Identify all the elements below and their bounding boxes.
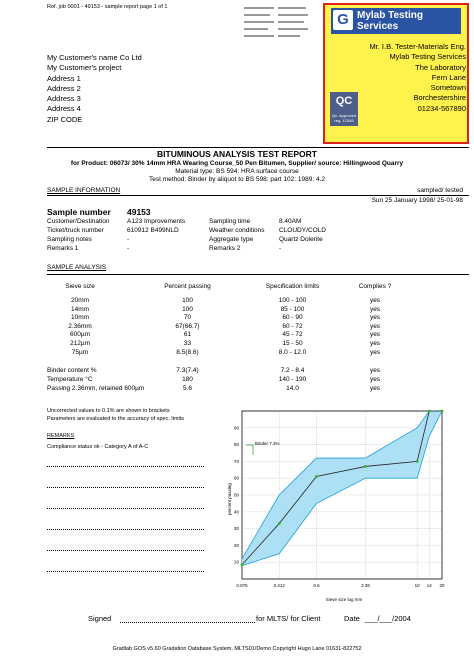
info-label: Customer/Destination [47, 218, 110, 225]
info-label: Weather conditions [209, 227, 265, 234]
sample-number-label: Sample number [47, 207, 111, 217]
col-header-sieve: Sieve size [65, 283, 95, 290]
sieve-size: 2.36mm [68, 322, 92, 330]
info-label: Sampling time [209, 218, 251, 225]
info-value: - [127, 245, 130, 252]
y-axis-label: percent passing [227, 483, 232, 515]
x-tick-label: 2.36 [361, 583, 370, 588]
y-tick-label: 30 [233, 526, 239, 532]
table-note: Parameters are evaluated to the accuracy of spec. limits [47, 416, 184, 422]
spec-limits: 100 - 100 [278, 297, 307, 304]
col-header-passing: Percent passing [164, 283, 211, 290]
extra-value: 180 [182, 375, 193, 383]
lab-line: Fern Lane [431, 72, 466, 82]
complies: yes [369, 331, 381, 339]
y-tick-label: 20 [233, 542, 239, 548]
for-label: for MLTS/ for Client [256, 614, 321, 623]
lab-stamp-graphic [240, 5, 312, 43]
remarks-line [47, 571, 204, 572]
method-line: Test method: Binder by aliquot to BS 598: part 102: 1989: 4.2 [149, 176, 325, 183]
extra-complies: yes [369, 384, 381, 392]
footer-text: Gradlab GOS v5.60 Gradation Database System. MLTS01/Demo Copyright Hugo Lane 01631-822752 [112, 646, 362, 652]
extra-label: Temperature °C [47, 375, 93, 383]
remarks-text: Compliance status ok - Category A of A-C [47, 444, 149, 450]
binder-label: Binder 7.3% [255, 441, 280, 446]
lab-line: Borchestershire [413, 93, 466, 103]
percent-passing: 100 [182, 297, 193, 304]
lab-phone: 01234-567890 [417, 103, 466, 113]
sieve-size: 20mm [70, 297, 90, 304]
remarks-line [47, 508, 204, 509]
sampled-label: sampled/ tested [417, 187, 463, 194]
y-tick-label: 10 [233, 559, 239, 565]
complies: yes [369, 314, 381, 322]
y-tick-label: 60 [233, 475, 239, 481]
lab-line: The Laboratory [415, 62, 466, 72]
sieve-size: 600µm [69, 331, 90, 339]
qc-approved-badge [330, 92, 358, 126]
percent-passing: 100 [182, 305, 193, 313]
info-value: 8.40AM [279, 218, 302, 225]
divider [47, 274, 469, 275]
divider [47, 147, 469, 148]
sample-number-value: 49153 [127, 207, 151, 217]
reference-line: Ref. job 0001 - 49153 - sample report page 1 of 1 [47, 4, 168, 10]
grading-chart [220, 405, 450, 605]
grading-point [428, 410, 431, 413]
sieve-size: 14mm [70, 305, 90, 313]
remarks-heading: REMARKS [47, 433, 75, 439]
spec-limits: 45 - 72 [282, 331, 303, 339]
percent-passing: 33 [183, 340, 192, 347]
info-value: - [127, 236, 130, 243]
customer-address [47, 53, 142, 125]
percent-passing: 70 [183, 314, 192, 322]
signed-label: Signed [88, 614, 112, 623]
info-value: - [279, 245, 282, 252]
remarks-line [47, 487, 204, 488]
extra-spec: 140 - 190 [278, 375, 307, 383]
sampled-dates: Sun 25 January 1998/ 25-01-98 [371, 197, 463, 204]
info-label: Remarks 2 [209, 245, 241, 252]
lab-line: Mr. I.B. Tester-Materials Eng. [369, 42, 466, 51]
info-value: Quartz Dolerite [279, 236, 323, 243]
info-value: CLOUDY/COLD [279, 227, 326, 234]
lab-logo [331, 8, 461, 34]
extra-value: 5.6 [182, 384, 193, 392]
complies: yes [369, 297, 381, 304]
info-label: Remarks 1 [47, 245, 79, 252]
sieve-size: 10mm [70, 314, 90, 322]
info-label: Sampling notes [47, 236, 92, 243]
x-tick-label: 14 [426, 583, 432, 588]
remarks-line [47, 550, 204, 551]
lab-line: Sometown [430, 83, 466, 93]
grading-point [315, 475, 318, 478]
info-label: Ticket/truck number [47, 227, 104, 234]
extra-spec: 7.2 - 8.4 [280, 367, 305, 374]
extra-complies: yes [369, 375, 381, 383]
x-tick-label: 0.075 [236, 583, 248, 588]
y-axis [234, 425, 240, 564]
grading-point [278, 522, 281, 525]
grading-point [441, 410, 444, 413]
lab-logo-icon: G [333, 10, 353, 30]
address-line: ZIP CODE [47, 114, 83, 124]
extra-value: 7.3(7.4) [176, 367, 199, 374]
qc-badge-text: QC [335, 95, 353, 107]
info-value: 610912 B499NLD [127, 227, 179, 234]
extra-label: Passing 2.36mm, retained 600µm [47, 384, 145, 392]
spec-limits: 60 - 72 [282, 322, 303, 330]
complies: yes [369, 305, 381, 313]
date-value[interactable]: ___/___/2004 [365, 614, 411, 623]
extra-spec: 14.0 [286, 384, 299, 392]
spec-limits: 15 - 50 [282, 340, 303, 347]
percent-passing: 67(66.7) [175, 322, 200, 330]
extra-label: Binder content % [47, 367, 97, 374]
address-line: Address 2 [47, 83, 81, 93]
remarks-line [47, 466, 204, 467]
remarks-line [47, 529, 204, 530]
sample-analysis-heading: SAMPLE ANALYSIS [47, 264, 107, 271]
y-tick-label: 40 [233, 509, 239, 515]
sample-info-heading: SAMPLE INFORMATION [47, 187, 121, 194]
info-label: Aggregate type [209, 236, 254, 243]
x-tick-label: 0.212 [273, 583, 285, 588]
grading-point [241, 563, 244, 566]
divider [47, 195, 469, 196]
complies: yes [369, 348, 381, 356]
lab-line: Mylab Testing Services [389, 52, 466, 62]
y-tick-label: 50 [233, 492, 239, 498]
x-axis [236, 583, 445, 588]
product-line: for Product: 06073/ 30% 14mm HRA Wearing Course_50 Pen Bitumen, Supplier/ source: Hillingwood Quarry [70, 160, 404, 167]
report-title: BITUMINOUS ANALYSIS TEST REPORT [157, 149, 317, 159]
col-header-complies: Complies ? [358, 283, 392, 290]
table-note: Uncorrected values to 0.1% are shown in brackets [47, 408, 170, 414]
extra-complies: yes [369, 367, 381, 374]
col-header-spec: Specification limits [265, 283, 320, 290]
date-label: Date [344, 614, 360, 623]
info-value: A123 Improvements [127, 218, 186, 225]
x-tick-label: 0.6 [313, 583, 320, 588]
address-line: Address 1 [47, 73, 81, 83]
address-line: Address 4 [47, 104, 81, 114]
spec-limits: 60 - 90 [282, 314, 303, 322]
qc-reg-text: Qc. Approved reg. 12345 [331, 113, 357, 123]
sieve-size: 212µm [69, 340, 90, 347]
percent-passing: 8.5(8.6) [176, 348, 199, 356]
address-line: My Customer's name Co Ltd [47, 53, 142, 62]
x-axis-label: Sieve size log mm [325, 597, 363, 602]
sieve-size: 75µm [71, 348, 89, 356]
complies: yes [369, 322, 381, 330]
y-tick-label: 90 [233, 425, 239, 431]
address-line: Address 3 [47, 94, 81, 104]
address-line: My Customer's project [47, 63, 122, 73]
spec-limits: 85 - 100 [280, 305, 305, 313]
lab-name: Mylab Testing Services [357, 10, 423, 32]
x-tick-label: 10 [414, 583, 420, 588]
percent-passing: 61 [183, 331, 192, 339]
complies: yes [369, 340, 381, 347]
spec-limits: 8.0 - 12.0 [278, 348, 307, 356]
grading-point [416, 460, 419, 463]
x-tick-label: 20 [439, 583, 445, 588]
grading-point [364, 465, 367, 468]
material-line: Material type: BS 594: HRA surface course [175, 168, 299, 175]
y-tick-label: 80 [233, 442, 239, 448]
y-tick-label: 70 [233, 458, 239, 464]
signature-line[interactable] [120, 622, 255, 623]
